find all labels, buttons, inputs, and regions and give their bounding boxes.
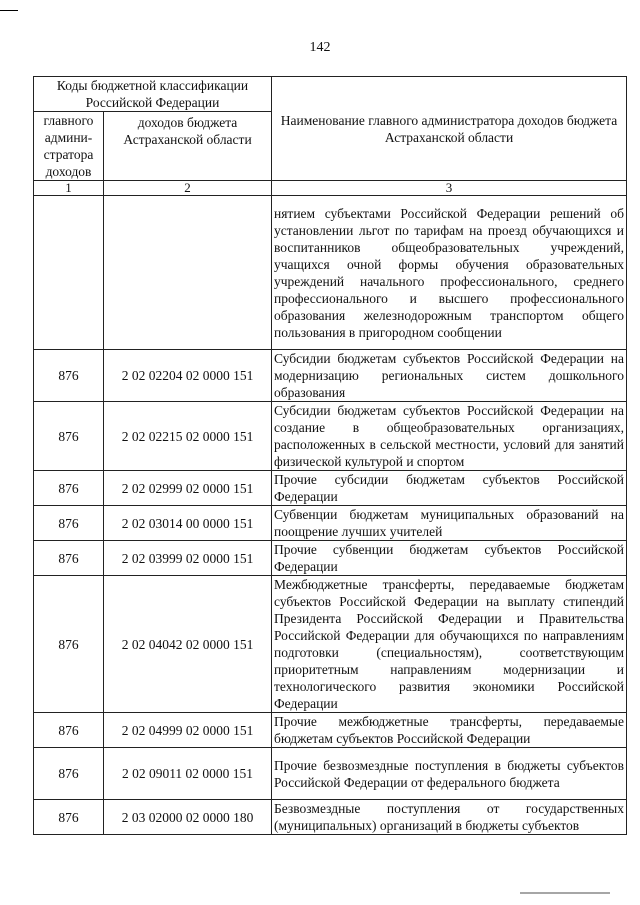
revenue-code-cell: 2 02 03014 00 0000 151: [104, 506, 272, 541]
table-row: [34, 506, 627, 541]
revenue-code-cell: 2 02 03999 02 0000 151: [104, 541, 272, 576]
name-cell: Субвенции бюджетам муниципальных образований на поощрение лучших учителей: [272, 506, 627, 541]
scan-artifact-mark: [0, 10, 18, 11]
header-num-1: 1: [34, 181, 104, 196]
table-row: [34, 713, 627, 748]
table-row: [34, 402, 627, 471]
name-cell: Прочие межбюджетные трансферты, передаваемые бюджетам субъектов Российской Федерации: [272, 713, 627, 748]
budget-codes-table: [33, 76, 627, 835]
name-cell: Межбюджетные трансферты, передаваемые бюджетам субъектов Российской Федерации на выплату стипендий Президента Российской Федерации и Правительства Российской Федерации для обучающихся по направлениям подготовки (специальностям), соответствующим приоритетным направлениям модернизации и технологического развития экономики Российской Федерации: [272, 576, 627, 713]
revenue-code-cell: 2 02 04042 02 0000 151: [104, 576, 272, 713]
header-col2-revenue: доходов бюджета Астраханской области: [104, 112, 272, 181]
scan-artifact-mark: [520, 892, 610, 894]
admin-code-cell: 876: [34, 576, 104, 713]
admin-code-cell: 876: [34, 541, 104, 576]
table-row: [34, 748, 627, 800]
admin-code-cell: 876: [34, 402, 104, 471]
header-num-2: 2: [104, 181, 272, 196]
admin-code-cell: 876: [34, 506, 104, 541]
page-number: 142: [309, 40, 331, 55]
revenue-code-cell: 2 02 02204 02 0000 151: [104, 350, 272, 402]
admin-code-cell: 876: [34, 713, 104, 748]
revenue-code-cell: 2 02 04999 02 0000 151: [104, 713, 272, 748]
name-cell: нятием субъектами Российской Федерации решений об установлении льгот по тарифам на проезд обучающихся и воспитанников общеобразовательных учреждений, учащихся очной формы обучения образовательных учреждений начального профессионального, среднего профессионального и высшего профессионального образования железнодорожным транспортом общего пользования в пригородном сообщении: [272, 196, 627, 350]
admin-code-cell: 876: [34, 800, 104, 835]
revenue-code-cell: 2 02 02999 02 0000 151: [104, 471, 272, 506]
name-cell: Субсидии бюджетам субъектов Российской Федерации на модернизацию региональных систем дошкольного образования: [272, 350, 627, 402]
table-row: [34, 541, 627, 576]
name-cell: Прочие субсидии бюджетам субъектов Российской Федерации: [272, 471, 627, 506]
admin-code-cell: 876: [34, 350, 104, 402]
header-row-1: [34, 77, 627, 112]
name-cell: Прочие субвенции бюджетам субъектов Российской Федерации: [272, 541, 627, 576]
admin-code-cell: 876: [34, 471, 104, 506]
table-row: [34, 576, 627, 713]
admin-code-cell: 876: [34, 748, 104, 800]
table-row: [34, 350, 627, 402]
header-col3-name: Наименование главного администратора доходов бюджета Астраханской области: [272, 77, 627, 181]
header-group-label: Коды бюджетной классификации Российской Федерации: [34, 77, 272, 112]
name-cell: Субсидии бюджетам субъектов Российской Федерации на создание в общеобразовательных организациях, расположенных в сельской местности, условий для занятий физической культурой и спортом: [272, 402, 627, 471]
name-cell: Безвозмездные поступления от государственных (муниципальных) организаций в бюджеты субъектов: [272, 800, 627, 835]
header-col1-admin: главного админи-стратора доходов: [34, 112, 104, 181]
admin-code-cell: [34, 196, 104, 350]
table-row: [34, 471, 627, 506]
header-number-row: [34, 181, 627, 196]
table-row: [34, 196, 627, 350]
revenue-code-cell: 2 02 09011 02 0000 151: [104, 748, 272, 800]
revenue-code-cell: [104, 196, 272, 350]
revenue-code-cell: 2 03 02000 02 0000 180: [104, 800, 272, 835]
header-num-3: 3: [272, 181, 627, 196]
table-row: [34, 800, 627, 835]
name-cell: Прочие безвозмездные поступления в бюджеты субъектов Российской Федерации от федерального бюджета: [272, 748, 627, 800]
revenue-code-cell: 2 02 02215 02 0000 151: [104, 402, 272, 471]
